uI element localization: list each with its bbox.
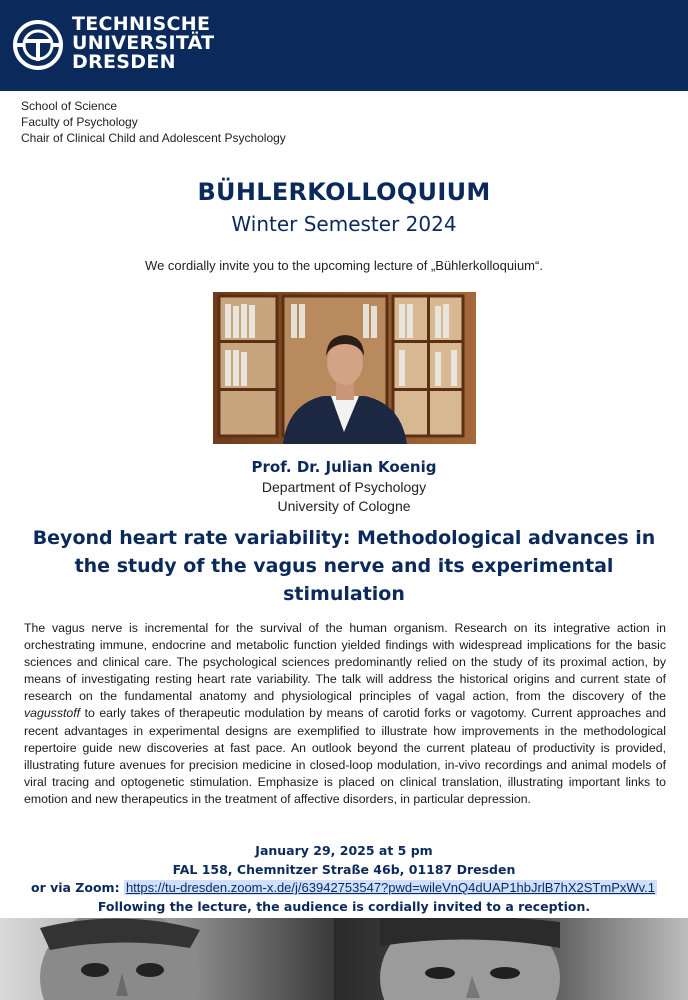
semester-label: Winter Semester 2024 xyxy=(231,212,457,236)
affiliation-block xyxy=(21,98,286,146)
tu-dresden-logo-icon xyxy=(12,19,64,71)
wordmark-line-3: DRESDEN xyxy=(72,51,176,73)
affiliation-chair: Chair of Clinical Child and Adolescent Psychology xyxy=(21,131,286,145)
abstract-text-part-1: The vagus nerve is incremental for the survival of the human organism. Research on its integrative action in orchestrating immune, endocrine and metabolic function yielded findings with widespread implications for the basic sciences and clinical care. The psychological sciences predominantly relied on the study of its proximal action, by means of investigating resting heart rate variability. The talk will address the historical origins and current state of research on the fundamental anatomy and physiological principles of vagal action, from the discovery of the xyxy=(24,621,666,704)
speaker-photo xyxy=(213,292,476,444)
event-location: FAL 158, Chemnitzer Straße 46b, 01187 Dresden xyxy=(172,861,516,877)
wordmark-line-2: UNIVERSITÄT xyxy=(72,32,215,54)
footer-portraits-illustration xyxy=(0,918,688,1000)
colloquium-title: BÜHLERKOLLOQUIUM xyxy=(197,178,491,206)
talk-abstract xyxy=(24,620,666,808)
event-zoom-line xyxy=(0,879,688,898)
speaker-university: University of Cologne xyxy=(277,498,411,514)
speaker-department: Department of Psychology xyxy=(261,479,427,495)
zoom-prefix: or via Zoom: xyxy=(30,880,120,895)
affiliation-school: School of Science xyxy=(21,99,118,113)
reception-note: Following the lecture, the audience is cordially invited to a reception. xyxy=(97,898,591,914)
event-datetime: January 29, 2025 at 5 pm xyxy=(255,843,433,858)
speaker-name: Prof. Dr. Julian Koenig xyxy=(251,458,437,476)
invitation-text: We cordially invite you to the upcoming lecture of „Bühlerkolloquium“. xyxy=(145,258,543,273)
speaker-info xyxy=(0,456,688,516)
wordmark-line-1: TECHNISCHE xyxy=(72,13,211,35)
footer-portrait-strip xyxy=(0,918,688,1000)
university-wordmark xyxy=(72,15,214,72)
event-details xyxy=(0,842,688,916)
talk-title: Beyond heart rate variability: Methodological advances in the study of the vagus nerve and its experimental stimulation xyxy=(32,527,656,605)
abstract-text-part-2: to early takes of therapeutic modulation by means of carotid forks or vagotomy. Current approaches and recent advantages in experimental designs are exemplified to illustrate how improvements in the methodological repertoire guide new discoveries at fast pace. An outlook beyond the current plateau of productivity is provided, illustrating future avenues for precision medicine in closed-loop modulation, in-vivo recordings and animal models of viral tracing and optogenetic stimulation. Emphasize is placed on clinical translation, illustrating important links to emotion and new therapeutics in the treatment of affective disorders, in particular depression. xyxy=(24,706,666,806)
university-header xyxy=(0,0,688,91)
abstract-emphasis-vagusstoff: vagusstoff xyxy=(24,706,81,721)
affiliation-faculty: Faculty of Psychology xyxy=(21,115,138,129)
speaker-photo-illustration xyxy=(213,292,476,444)
zoom-link[interactable]: https://tu-dresden.zoom-x.de/j/63942753547?pwd=wileVnQ4dUAP1hbJrlB7hX2STmPxWv.1 xyxy=(125,880,656,895)
